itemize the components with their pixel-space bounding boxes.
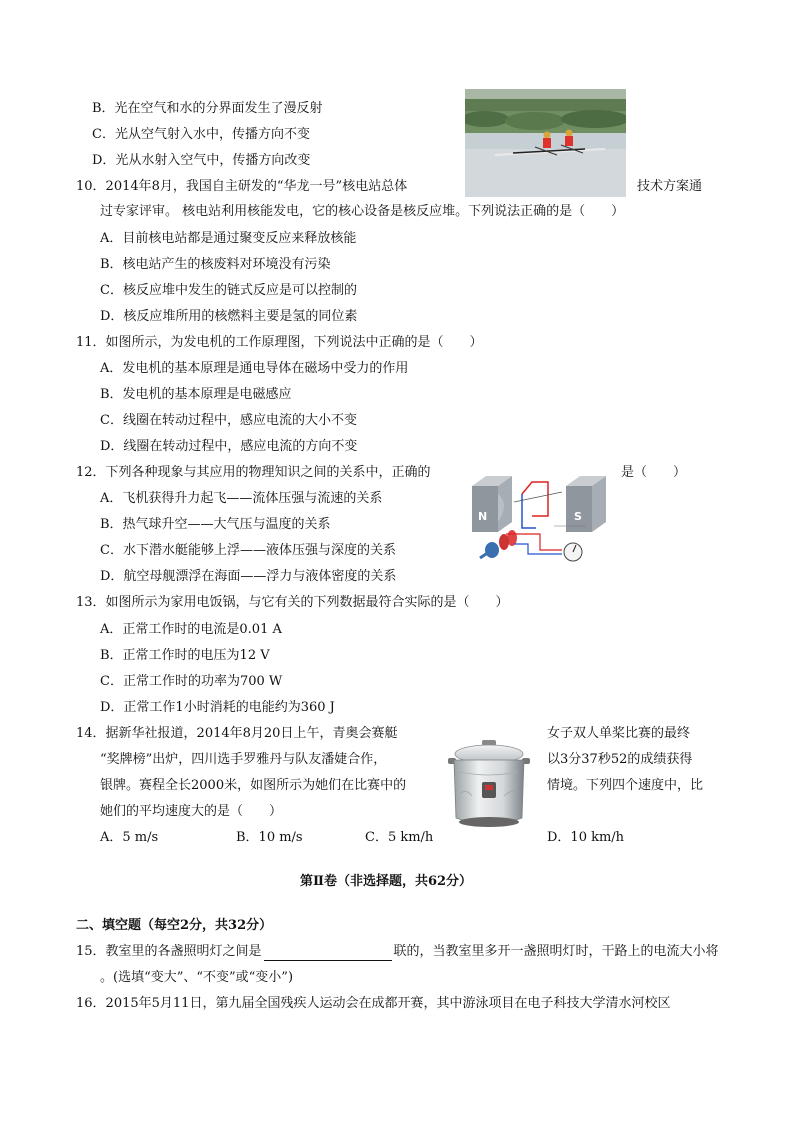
q13-option-c: C．正常工作时的功率为700 W [100,674,283,689]
q15-text-a: 15．教室里的各盏照明灯之间是 [76,944,262,959]
q11-option-d: D．线圈在转动过程中，感应电流的方向不变 [100,439,358,454]
q10-option-c: C．核反应堆中发生的链式反应是可以控制的 [100,283,357,298]
q14-line4: 她们的平均速度大的是（ ） [100,804,283,819]
q10-stem-line2: 过专家评审。 核电站利用核能发电，它的核心设备是核反应堆。下列说法正确的是（ ） [100,204,625,219]
q13-option-b: B．正常工作时的电压为12 V [100,648,270,663]
generator-s-label: S [574,510,582,523]
q14-option-d: D．10 km/h [547,830,625,845]
q10-option-d: D．核反应堆所用的核燃料主要是氢的同位素 [100,309,358,324]
q14-option-a: A．5 m/s [100,830,159,845]
q12-option-c: C．水下潜水艇能够上浮——液体压强与深度的关系 [100,543,396,558]
rice-cooker-image [444,738,534,830]
q12-option-a: A．飞机获得升力起飞——流体压强与流速的关系 [100,491,383,506]
q9-option-c: C．光从空气射入水中，传播方向不变 [92,127,310,142]
generator-diagram [470,472,608,568]
section2-title: 二、填空题（每空2分，共32分） [76,918,273,933]
q14-line3-right: 情境。下列四个速度中，比 [547,778,704,793]
q10-stem-line1: 10．2014年8月，我国自主研发的“华龙一号”核电站总体 [76,179,408,194]
q14-line2-right: 以3分37秒52的成绩获得 [547,752,693,767]
q15-line2: 。(选填“变大”、“不变”或“变小”) [100,970,294,985]
q11-option-c: C．线圈在转动过程中，感应电流的大小不变 [100,413,357,428]
q12-option-b: B．热气球升空——大气压与温度的关系 [100,517,331,532]
q16-line1: 16．2015年5月11日，第九届全国残疾人运动会在成都开赛，其中游泳项目在电子科技大学清水河校区 [76,996,671,1011]
q13-stem: 13．如图所示为家用电饭锅，与它有关的下列数据最符合实际的是（ ） [76,595,509,610]
q10-option-a: A．目前核电站都是通过聚变反应来释放核能 [100,231,357,246]
q10-stem-line1-right: 技术方案通 [637,179,703,194]
q9-option-d: D．光从水射入空气中，传播方向改变 [92,153,311,168]
q14-line3-left: 银牌。赛程全长2000米，如图所示为她们在比赛中的 [100,778,407,793]
q14-line2-left: “奖牌榜”出炉，四川选手罗雅丹与队友潘婕合作， [100,752,387,767]
q12-option-d: D．航空母舰漂浮在海面——浮力与液体密度的关系 [100,569,397,584]
q15-line1 [76,943,719,961]
q12-stem-right: 是（ ） [621,465,687,480]
q13-option-a: A．正常工作时的电流是0.01 A [100,622,282,637]
q14-option-b: B．10 m/s [236,830,303,845]
q12-stem: 12．下列各种现象与其应用的物理知识之间的关系中，正确的 [76,465,431,480]
q15-blank-1[interactable] [264,946,392,961]
part2-title: 第Ⅱ卷（非选择题，共62分） [300,874,473,889]
q15-text-b: 联的，当教室里多开一盏照明灯时，干路上的电流大小将 [393,944,719,959]
q14-line1-right: 女子双人单桨比赛的最终 [547,726,691,741]
q13-option-d: D．正常工作1小时消耗的电能约为360 J [100,700,335,715]
generator-n-label: N [478,510,488,523]
q11-stem: 11．如图所示，为发电机的工作原理图，下列说法中正确的是（ ） [76,335,483,350]
q9-option-b: B．光在空气和水的分界面发生了漫反射 [92,101,323,116]
q10-option-b: B．核电站产生的核废料对环境没有污染 [100,257,331,272]
q11-option-a: A．发电机的基本原理是通电导体在磁场中受力的作用 [100,361,409,376]
q11-option-b: B．发电机的基本原理是电磁感应 [100,387,292,402]
q14-option-c: C．5 km/h [365,830,434,845]
rowing-photo [465,89,626,197]
q14-line1-left: 14．据新华社报道，2014年8月20日上午，青奥会赛艇 [76,726,398,741]
